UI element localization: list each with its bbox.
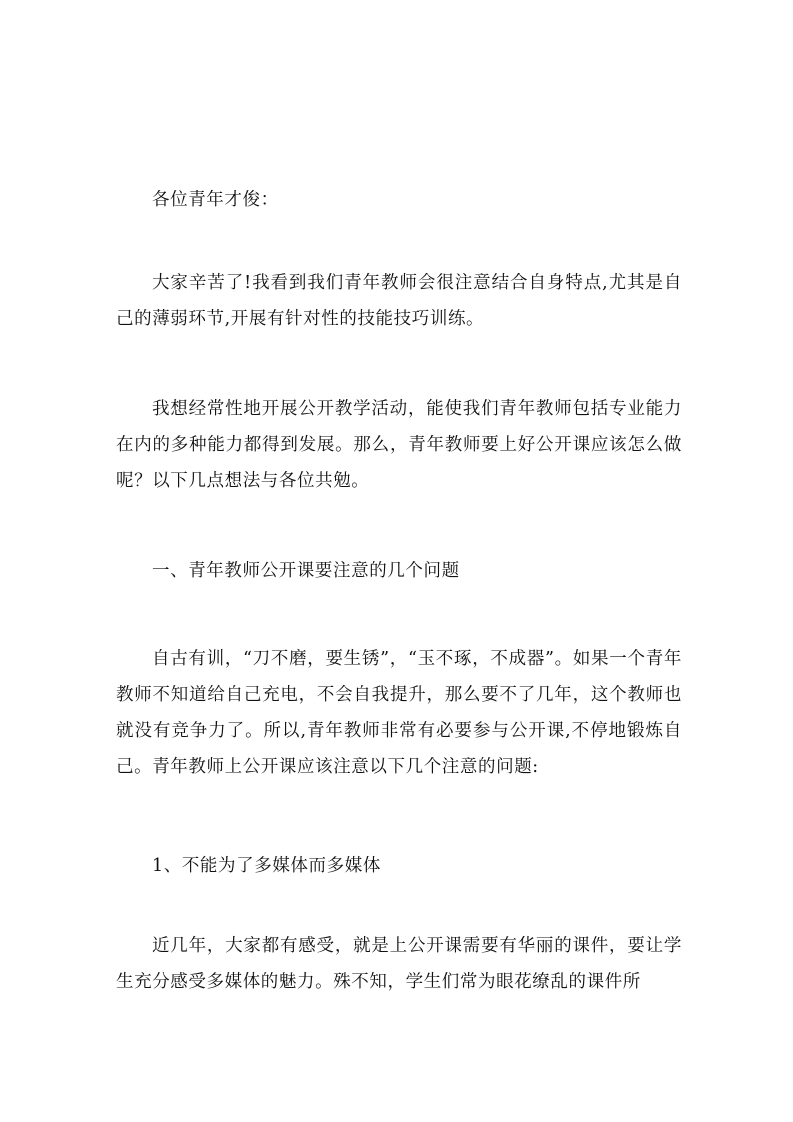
salutation: 各位青年才俊：	[152, 190, 279, 210]
paragraph-section-1: 自古有训，“刀不磨，要生锈”，“玉不琢，不成器”。如果一个青年教师不知道给自己充电，不会自我提升，那么要不了几年，这个教师也就没有竞争力了。所以,青年教师非常有必要参与公开课,不停地锻炼自己。青年教师上公开课应该注意以下几个注意的问题:	[116, 649, 682, 777]
paragraph-intro: 我想经常性地开展公开教学活动，能使我们青年教师包括专业能力在内的多种能力都得到发展。那么，青年教师要上好公开课应该怎么做呢？以下几点想法与各位共勉。	[116, 399, 682, 491]
paragraph-multimedia: 近几年，大家都有感受，就是上公开课需要有华丽的课件，要让学生充分感受多媒体的魅力。殊不知，学生们常为眼花缭乱的课件所	[116, 936, 682, 992]
subheading-1: 1、不能为了多媒体而多媒体	[152, 856, 381, 876]
paragraph-greeting: 大家辛苦了!我看到我们青年教师会很注意结合自身特点,尤其是自己的薄弱环节,开展有针对性的技能技巧训练。	[116, 273, 682, 329]
section-heading-1: 一、青年教师公开课要注意的几个问题	[152, 561, 460, 581]
